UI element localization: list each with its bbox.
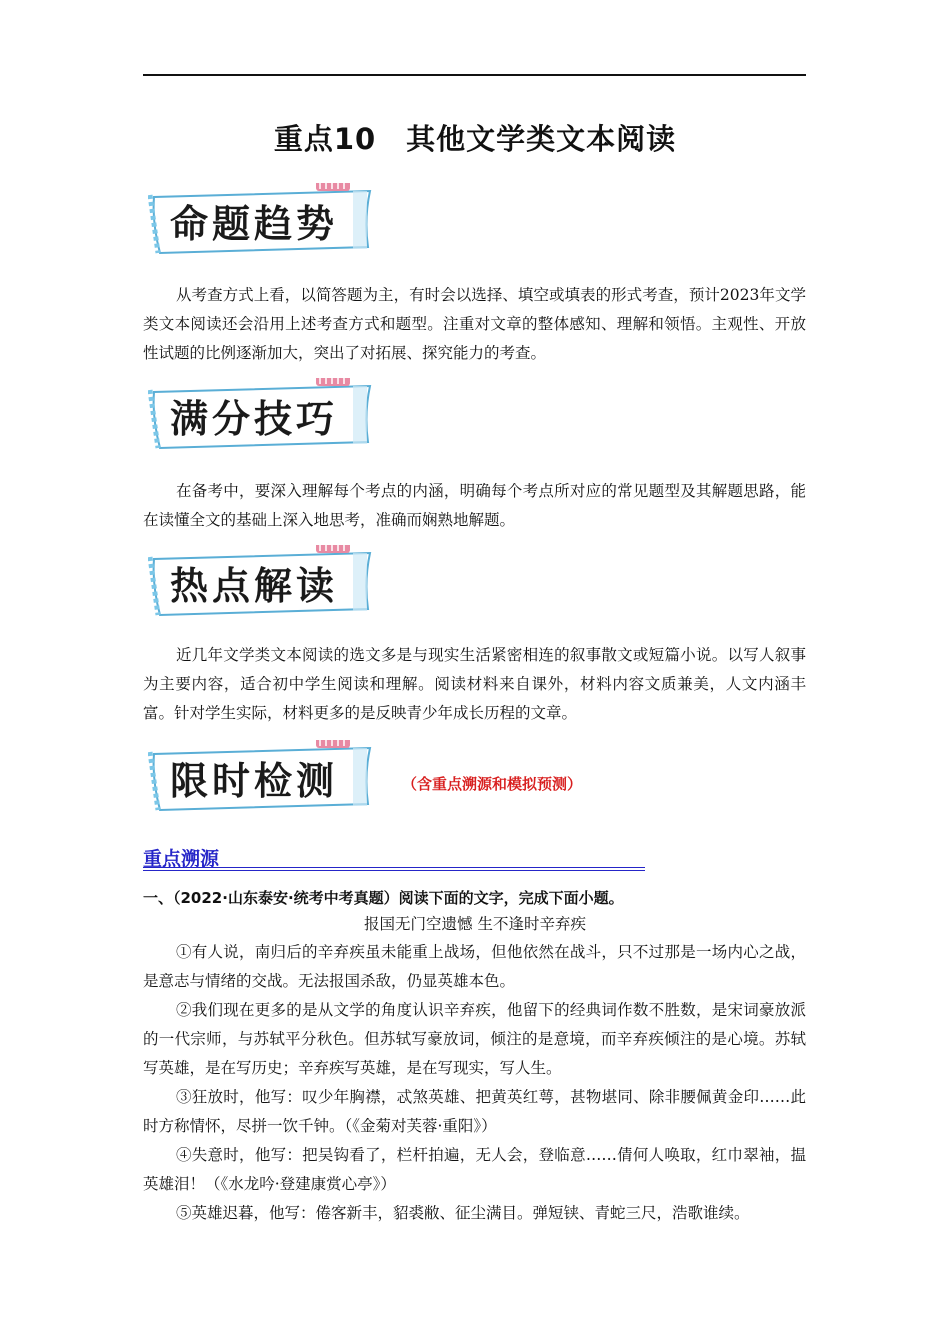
test-note: （含重点溯源和模拟预测） (402, 775, 583, 793)
page-title: 重点10 其他文学类文本阅读 (273, 122, 677, 156)
article-paragraph: ①有人说，南归后的辛弃疾虽未能重上战场，但他依然在战斗，只不过那是一场内心之战，是意志与情绪的交战。无法报国杀敌，仍显英雄本色。 (143, 943, 806, 990)
paper-clip-icon (316, 378, 350, 386)
header-rule (143, 74, 806, 76)
banner-trend-label: 命题趋势 (170, 201, 339, 246)
article-paragraph: ⑤英雄迟暮，他写：倦客新丰，貂裘敝、征尘满目。弹短铗、青蛇三尺，浩歌谁续。 (176, 1204, 750, 1222)
article-body (143, 938, 806, 1228)
skills-paragraph: 在备考中，要深入理解每个考点的内涵，明确每个考点所对应的常见题型及其解题思路，能在读懂全文的基础上深入地思考，准确而娴熟地解题。 (143, 482, 806, 529)
banner-test (148, 740, 373, 810)
question-heading: 一、（2022·山东泰安·统考中考真题）阅读下面的文字，完成下面小题。 (143, 889, 624, 907)
banner-skills-label: 满分技巧 (170, 396, 339, 441)
article-paragraph: ②我们现在更多的是从文学的角度认识辛弃疾，他留下的经典词作数不胜数，是宋词豪放派的一代宗师，与苏轼平分秋色。但苏轼写豪放词，倾注的是意境，而辛弃疾倾注的是心境。苏轼写英雄，是在写历史；辛弃疾写英雄，是在写现实，写人生。 (143, 1001, 806, 1077)
banner-hotspot-label: 热点解读 (170, 563, 339, 608)
banner-skills (148, 378, 373, 448)
paper-clip-icon (316, 183, 350, 191)
banner-test-label: 限时检测 (170, 758, 339, 803)
paper-clip-icon (316, 740, 350, 748)
hotspot-paragraph: 近几年文学类文本阅读的选文多是与现实生活紧密相连的叙事散文或短篇小说。以写人叙事为主要内容，适合初中学生阅读和理解。阅读材料来自课外，材料内容文质兼美，人文内涵丰富。针对学生实际，材料更多的是反映青少年成长历程的文章。 (143, 646, 806, 722)
banner-hotspot (148, 545, 373, 615)
paper-clip-icon (316, 545, 350, 553)
section-rule (143, 867, 645, 871)
article-paragraph: ④失意时，他写：把吴钩看了，栏杆拍遍，无人会，登临意……倩何人唤取，红巾翠袖，揾英雄泪！（《水龙吟·登建康赏心亭》） (143, 1146, 806, 1193)
section-heading: 重点溯源 (143, 848, 220, 870)
trend-paragraph: 从考查方式上看，以简答题为主，有时会以选择、填空或填表的形式考查，预计2023年文学类文本阅读还会沿用上述考查方式和题型。注重对文章的整体感知、理解和领悟。主观性、开放性试题的比例逐渐加大，突出了对拓展、探究能力的考查。 (143, 286, 806, 362)
article-paragraph: ③狂放时，他写：叹少年胸襟，忒煞英雄、把黄英红萼，甚物堪同、除非腰佩黄金印……此时方称情怀，尽拼一饮千钟。（《金菊对芙蓉·重阳》） (143, 1088, 806, 1135)
article-title: 报国无门空遗憾 生不逢时辛弃疾 (364, 915, 586, 933)
banner-trend (148, 183, 373, 253)
